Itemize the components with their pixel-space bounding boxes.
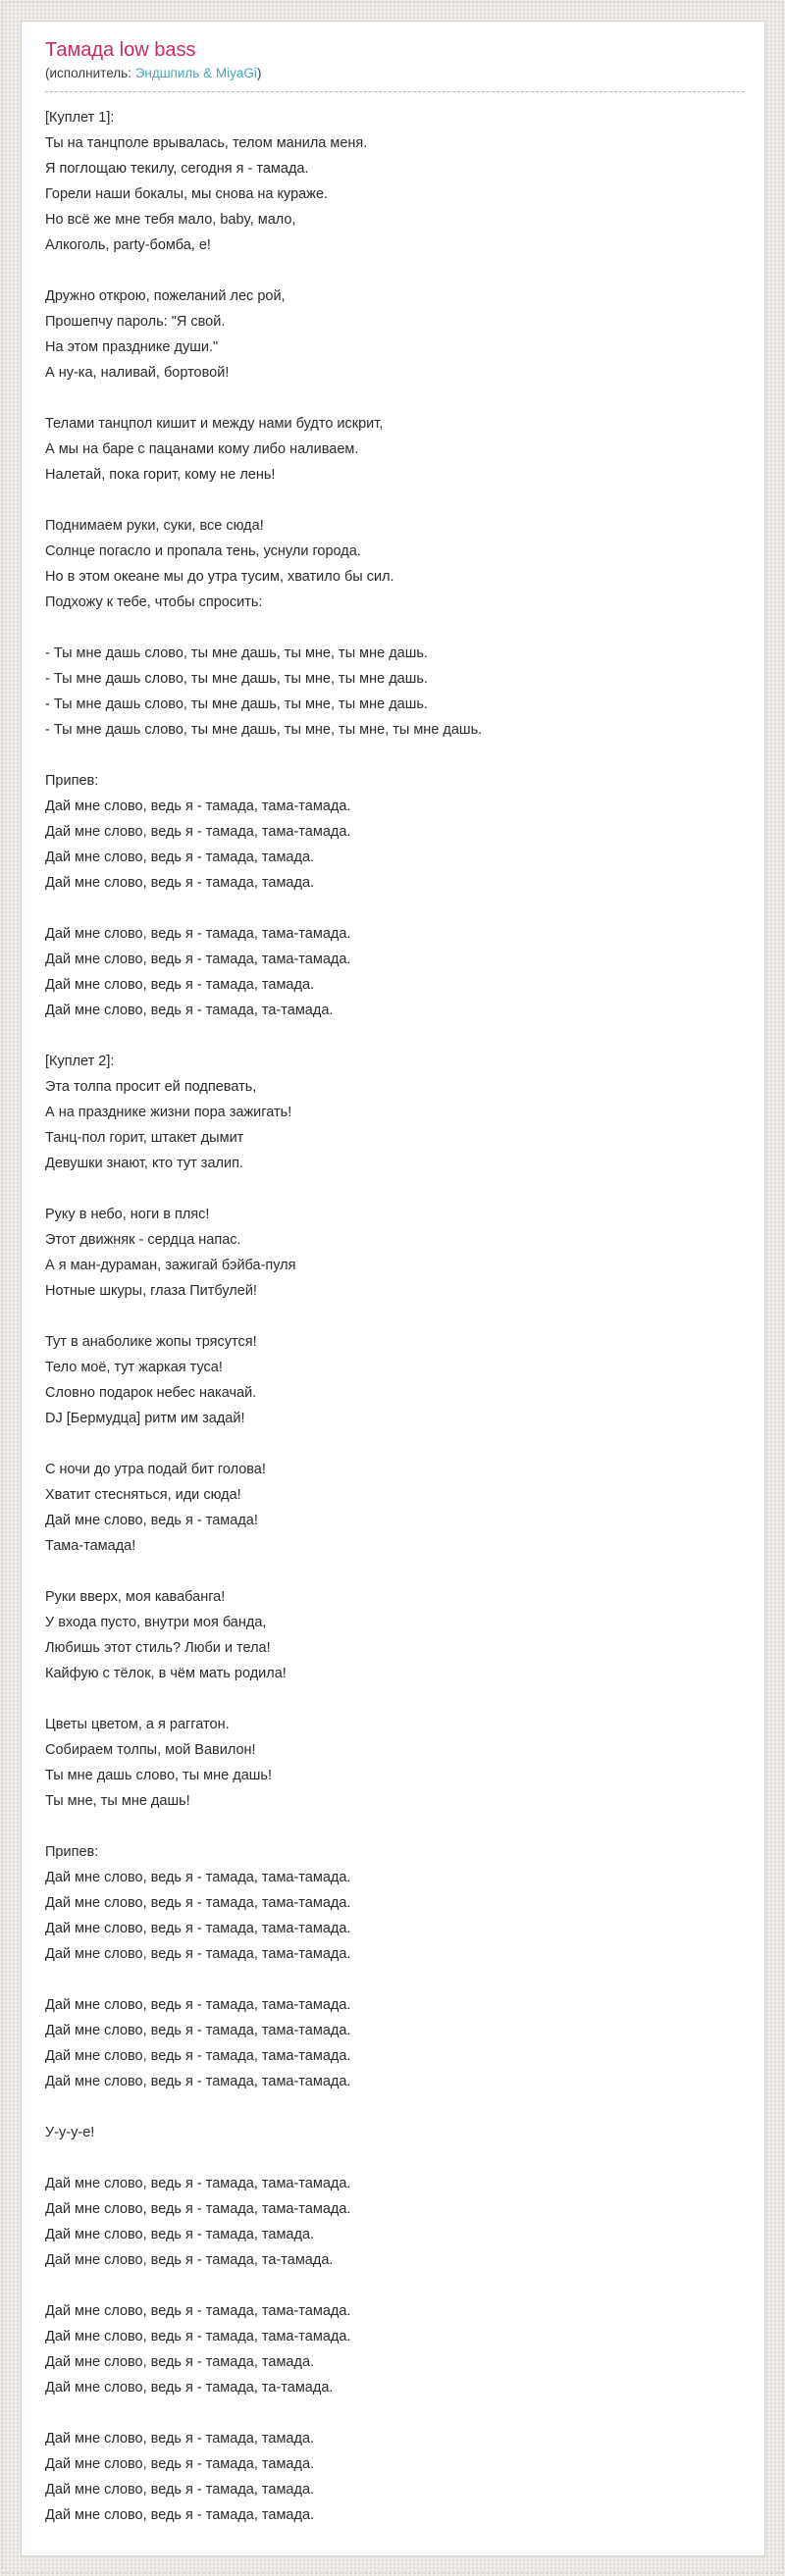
lyric-line: DJ [Бермудца] ритм им задай!: [45, 1411, 245, 1426]
lyric-line: Ты мне дашь слово, ты мне дашь!: [45, 1768, 272, 1783]
stanza: [45, 2298, 745, 2400]
lyric-line: Тут в анаболике жопы трясутся!: [45, 1334, 257, 1350]
lyric-line: Этот движняк - сердца напас.: [45, 1232, 241, 1248]
lyric-line: Дай мне слово, ведь я - тамада, тамада.: [45, 875, 315, 891]
lyric-line: Но всё же мне тебя мало, baby, мало,: [45, 212, 296, 228]
artist-suffix: ): [256, 66, 262, 80]
lyric-line: Руку в небо, ноги в пляс!: [45, 1207, 210, 1222]
lyric-line: Дай мне слово, ведь я - тамада, тамада.: [45, 2507, 315, 2523]
lyric-line: Дай мне слово, ведь я - тамада, тамада.: [45, 2354, 315, 2370]
stanza: [45, 2120, 745, 2145]
stanza: [45, 1329, 745, 1431]
stanza: [45, 513, 745, 615]
lyric-line: С ночи до утра подай бит голова!: [45, 1462, 266, 1477]
lyric-line: Дружно открою, пожеланий лес рой,: [45, 288, 286, 304]
lyric-line: Я поглощаю текилу, сегодня я - тамада.: [45, 161, 309, 177]
artist-label: (исполнитель:: [45, 66, 135, 80]
lyric-line: Словно подарок небес накачай.: [45, 1385, 257, 1401]
song-header: [45, 37, 745, 92]
artist-link[interactable]: Эндшпиль & MiyaGi: [134, 66, 257, 80]
lyric-line: Дай мне слово, ведь я - тамада, тама-тамада.: [45, 2074, 351, 2089]
lyric-line: Тама-тамада!: [45, 1538, 136, 1554]
stanza: [45, 921, 745, 1023]
lyric-line: Руки вверх, моя кавабанга!: [45, 1589, 226, 1605]
lyric-line: Дай мне слово, ведь я - тамада, тама-тамада.: [45, 1870, 351, 1885]
lyric-line: Эта толпа просит ей подпевать,: [45, 1079, 257, 1095]
lyric-line: - Ты мне дашь слово, ты мне дашь, ты мне, ты мне, ты мне дашь.: [45, 722, 483, 738]
stanza: [45, 1584, 745, 1686]
stanza: [45, 1457, 745, 1559]
lyric-line: Девушки знают, кто тут залип.: [45, 1156, 243, 1171]
lyric-line: А на празднике жизни пора зажигать!: [45, 1105, 292, 1120]
stanza: [45, 1992, 745, 2094]
lyric-line: Дай мне слово, ведь я - тамада, тама-тамада.: [45, 2176, 351, 2191]
lyric-line: Припев:: [45, 1844, 99, 1860]
lyric-line: Дай мне слово, ведь я - тамада, тама-тамада.: [45, 1895, 351, 1911]
lyric-line: Ты мне, ты мне дашь!: [45, 1793, 190, 1809]
lyric-line: Дай мне слово, ведь я - тамада, та-тамада.: [45, 1003, 334, 1018]
lyric-line: Дай мне слово, ведь я - тамада, тама-тамада.: [45, 2048, 351, 2064]
lyric-line: Танц-пол горит, штакет дымит: [45, 1130, 244, 1146]
lyric-line: Подхожу к тебе, чтобы спросить:: [45, 594, 263, 610]
lyric-line: У-у-у-е!: [45, 2125, 95, 2140]
lyric-line: Дай мне слово, ведь я - тамада, тама-тамада.: [45, 1997, 351, 2013]
stanza: [45, 2426, 745, 2528]
song-title: Тамада low bass: [45, 39, 196, 61]
lyric-line: - Ты мне дашь слово, ты мне дашь, ты мне, ты мне дашь.: [45, 645, 428, 661]
lyric-line: Хватит стесняться, иди сюда!: [45, 1487, 241, 1503]
lyric-line: Солнце погасло и пропала тень, уснули города.: [45, 543, 361, 559]
stanza: [45, 283, 745, 386]
lyric-line: Дай мне слово, ведь я - тамада, тама-тамада.: [45, 2329, 351, 2344]
lyric-line: Дай мне слово, ведь я - тамада!: [45, 1513, 258, 1528]
lyric-line: Дай мне слово, ведь я - тамада, тамада.: [45, 850, 315, 865]
lyric-line: [Куплет 2]:: [45, 1054, 115, 1069]
artist-line: [45, 65, 745, 82]
stanza: [45, 1049, 745, 1176]
lyric-line: Дай мне слово, ведь я - тамада, тамада.: [45, 2431, 315, 2447]
stanza: [45, 2171, 745, 2273]
lyric-line: Дай мне слово, ведь я - тамада, тама-тамада.: [45, 952, 351, 967]
lyrics: [45, 105, 745, 2528]
lyrics-card: [21, 21, 765, 2556]
lyric-line: Ты на танцполе врывалась, телом манила меня.: [45, 135, 368, 151]
lyric-line: Дай мне слово, ведь я - тамада, тамада.: [45, 2227, 315, 2242]
stanza: [45, 768, 745, 896]
lyric-line: Дай мне слово, ведь я - тамада, тама-тамада.: [45, 2023, 351, 2038]
lyric-line: - Ты мне дашь слово, ты мне дашь, ты мне, ты мне дашь.: [45, 696, 428, 712]
lyric-line: А я ман-дураман, зажигай бэйба-пуля: [45, 1258, 296, 1273]
lyric-line: Дай мне слово, ведь я - тамада, та-тамада.: [45, 2380, 334, 2396]
lyric-line: Но в этом океане мы до утра тусим, хватило бы сил.: [45, 569, 394, 585]
lyric-line: Дай мне слово, ведь я - тамада, тама-тамада.: [45, 2201, 351, 2217]
stanza: [45, 105, 745, 258]
lyric-line: Дай мне слово, ведь я - тамада, тамада.: [45, 2482, 315, 2498]
lyric-line: [Куплет 1]:: [45, 110, 115, 126]
lyric-line: Собираем толпы, мой Вавилон!: [45, 1742, 256, 1758]
stanza: [45, 1712, 745, 1814]
lyric-line: Нотные шкуры, глаза Питбулей!: [45, 1283, 257, 1299]
lyric-line: На этом празднике души.": [45, 339, 219, 355]
stanza: [45, 1839, 745, 1967]
lyric-line: Дай мне слово, ведь я - тамада, тамада.: [45, 977, 315, 993]
stanza: [45, 1202, 745, 1304]
stanza: [45, 641, 745, 743]
stanza: [45, 411, 745, 488]
lyric-line: Дай мне слово, ведь я - тамада, тама-тамада.: [45, 926, 351, 942]
lyric-line: Любишь этот стиль? Люби и тела!: [45, 1640, 271, 1656]
lyric-line: Поднимаем руки, суки, все сюда!: [45, 518, 264, 534]
lyric-line: Дай мне слово, ведь я - тамада, тама-тамада.: [45, 824, 351, 840]
lyric-line: А мы на баре с пацанами кому либо наливаем.: [45, 441, 359, 457]
lyric-line: Дай мне слово, ведь я - тамада, тама-тамада.: [45, 1946, 351, 1962]
lyric-line: - Ты мне дашь слово, ты мне дашь, ты мне, ты мне дашь.: [45, 671, 428, 687]
lyric-line: Припев:: [45, 773, 99, 789]
lyric-line: Прошепчу пароль: "Я свой.: [45, 314, 226, 330]
lyric-line: Дай мне слово, ведь я - тамада, тамада.: [45, 2456, 315, 2472]
lyric-line: Горели наши бокалы, мы снова на кураже.: [45, 186, 329, 202]
lyric-line: Налетай, пока горит, кому не лень!: [45, 467, 276, 483]
lyric-line: У входа пусто, внутри моя банда,: [45, 1615, 267, 1630]
lyric-line: Цветы цветом, а я раггатон.: [45, 1717, 230, 1732]
lyric-line: Кайфую с тёлок, в чём мать родила!: [45, 1666, 287, 1681]
lyric-line: Дай мне слово, ведь я - тамада, тама-тамада.: [45, 2303, 351, 2319]
lyric-line: Тело моё, тут жаркая туса!: [45, 1360, 223, 1375]
lyric-line: Дай мне слово, ведь я - тамада, тама-тамада.: [45, 1921, 351, 1936]
lyric-line: Дай мне слово, ведь я - тамада, та-тамада.: [45, 2252, 334, 2268]
lyric-line: А ну-ка, наливай, бортовой!: [45, 365, 230, 381]
lyric-line: Дай мне слово, ведь я - тамада, тама-тамада.: [45, 799, 351, 814]
lyric-line: Алкоголь, party-бомба, е!: [45, 237, 211, 253]
lyric-line: Телами танцпол кишит и между нами будто искрит,: [45, 416, 384, 432]
